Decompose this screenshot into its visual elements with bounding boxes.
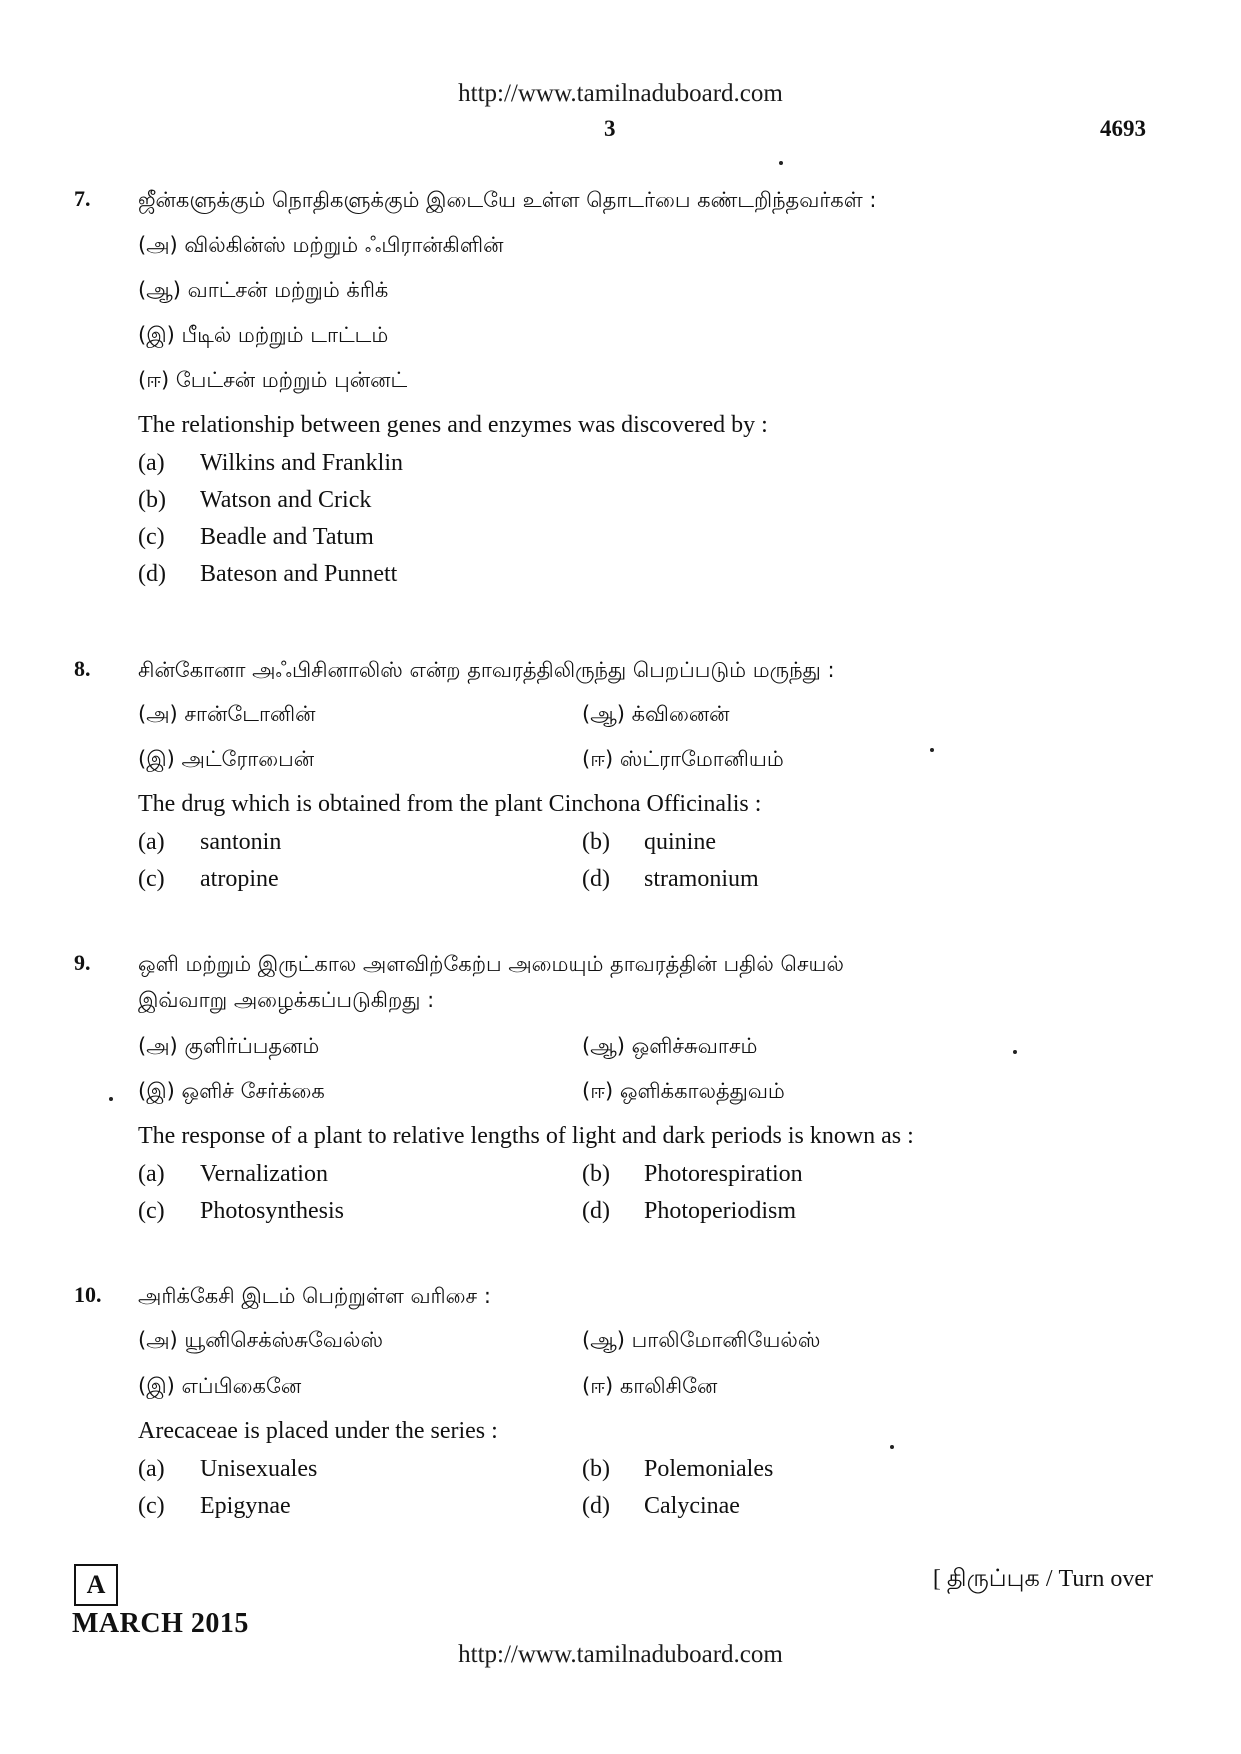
- option-text: quinine: [644, 829, 716, 855]
- answer-option: [582, 829, 716, 856]
- speck: [779, 161, 783, 165]
- option-letter: (c): [138, 524, 165, 550]
- tamil-option: (அ) யூனிசெக்ஸ்சுவேல்ஸ்: [138, 1328, 383, 1352]
- english-question: Arecaceae is placed under the series :: [138, 1418, 498, 1444]
- answer-option: [138, 524, 374, 551]
- option-letter: (b): [138, 487, 166, 513]
- question-number: 8.: [74, 656, 91, 681]
- option-text: stramonium: [644, 866, 759, 892]
- speck: [1013, 1050, 1017, 1054]
- footer-url: http://www.tamilnaduboard.com: [458, 1641, 783, 1668]
- option-letter: (c): [138, 866, 165, 892]
- option-letter: (d): [582, 1493, 610, 1519]
- header-url: http://www.tamilnaduboard.com: [458, 80, 783, 107]
- option-text: Epigynae: [200, 1493, 291, 1519]
- tamil-question-line2: இவ்வாறு அழைக்கப்படுகிறது :: [138, 988, 435, 1012]
- option-text: Photosynthesis: [200, 1198, 345, 1224]
- tamil-option: (அ) சான்டோனின்: [138, 702, 316, 726]
- answer-option: [138, 1198, 344, 1225]
- version-box: A: [74, 1564, 118, 1606]
- option-text: Wilkins and Franklin: [200, 450, 404, 476]
- tamil-question: ஒளி மற்றும் இருட்கால அளவிற்கேற்ப அமையும் தாவரத்தின் பதில் செயல்: [138, 952, 844, 976]
- answer-option: [138, 1456, 317, 1483]
- option-letter: (d): [582, 1198, 610, 1224]
- option-letter: (c): [138, 1493, 165, 1519]
- tamil-option: (அ) குளிர்ப்பதனம்: [138, 1034, 320, 1058]
- tamil-option: (ஆ) க்வினைன்: [582, 702, 730, 726]
- speck: [890, 1445, 894, 1449]
- option-letter: (a): [138, 450, 165, 476]
- answer-option: [582, 1161, 803, 1188]
- answer-option: [138, 866, 279, 893]
- option-text: atropine: [200, 866, 279, 892]
- page-number: 3: [604, 116, 616, 141]
- tamil-option: (ஆ) பாலிமோனியேல்ஸ்: [582, 1328, 821, 1352]
- answer-option: [138, 829, 281, 856]
- option-text: Photoperiodism: [644, 1198, 797, 1224]
- speck: [109, 1097, 113, 1101]
- tamil-option: (ஆ) வாட்சன் மற்றும் க்ரிக்: [138, 278, 389, 302]
- answer-option: [582, 1493, 740, 1520]
- tamil-question: அரிக்கேசி இடம் பெற்றுள்ள வரிசை :: [138, 1284, 491, 1308]
- english-question: The response of a plant to relative lengths of light and dark periods is known as :: [138, 1123, 914, 1149]
- english-question: The relationship between genes and enzymes was discovered by :: [138, 412, 768, 438]
- option-text: Polemoniales: [644, 1456, 774, 1482]
- option-text: Unisexuales: [200, 1456, 318, 1482]
- tamil-option: (ஆ) ஒளிச்சுவாசம்: [582, 1034, 758, 1058]
- option-letter: (d): [582, 866, 610, 892]
- option-letter: (d): [138, 561, 166, 587]
- tamil-option: (ஈ) பேட்சன் மற்றும் புன்னட்: [138, 368, 408, 392]
- paper-code: 4693: [1100, 116, 1146, 141]
- tamil-question: ஜீன்களுக்கும் நொதிகளுக்கும் இடையே உள்ள தொடர்பை கண்டறிந்தவர்கள் :: [138, 188, 877, 212]
- option-text: Beadle and Tatum: [200, 524, 374, 550]
- option-text: Photorespiration: [644, 1161, 803, 1187]
- answer-option: [138, 561, 397, 588]
- option-letter: (b): [582, 1161, 610, 1187]
- option-letter: (b): [582, 829, 610, 855]
- tamil-option: (அ) வில்கின்ஸ் மற்றும் ஃபிரான்கிளின்: [138, 233, 504, 257]
- question-number: 9.: [74, 950, 91, 975]
- answer-option: [582, 1456, 773, 1483]
- answer-option: [582, 1198, 796, 1225]
- answer-option: [138, 1493, 291, 1520]
- tamil-option: (இ) ஒளிச் சேர்க்கை: [138, 1079, 325, 1103]
- exam-date: MARCH 2015: [72, 1608, 249, 1639]
- english-question: The drug which is obtained from the plant Cinchona Officinalis :: [138, 791, 762, 817]
- question-number: 10.: [74, 1282, 102, 1307]
- answer-option: [138, 1161, 328, 1188]
- option-letter: (c): [138, 1198, 165, 1224]
- tamil-option: (ஈ) காலிசினே: [582, 1374, 718, 1398]
- option-text: Watson and Crick: [200, 487, 372, 513]
- tamil-option: (இ) அட்ரோபைன்: [138, 747, 315, 771]
- option-letter: (b): [582, 1456, 610, 1482]
- turn-over-label: [ திருப்புக / Turn over: [932, 1566, 1153, 1592]
- option-letter: (a): [138, 1456, 165, 1482]
- option-text: Calycinae: [644, 1493, 740, 1519]
- tamil-option: (இ) பீடில் மற்றும் டாட்டம்: [138, 323, 389, 347]
- option-text: Bateson and Punnett: [200, 561, 398, 587]
- answer-option: [138, 487, 371, 514]
- option-text: santonin: [200, 829, 282, 855]
- option-text: Vernalization: [200, 1161, 328, 1187]
- question-number: 7.: [74, 186, 91, 211]
- tamil-question: சின்கோனா அஃபிசினாலிஸ் என்ற தாவரத்திலிருந்து பெறப்படும் மருந்து :: [138, 658, 835, 682]
- speck: [930, 748, 934, 752]
- answer-option: [138, 450, 403, 477]
- option-letter: (a): [138, 1161, 165, 1187]
- tamil-option: (இ) எப்பிகைனே: [138, 1374, 302, 1398]
- tamil-option: (ஈ) ஸ்ட்ராமோனியம்: [582, 747, 784, 771]
- option-letter: (a): [138, 829, 165, 855]
- answer-option: [582, 866, 759, 893]
- tamil-option: (ஈ) ஒளிக்காலத்துவம்: [582, 1079, 785, 1103]
